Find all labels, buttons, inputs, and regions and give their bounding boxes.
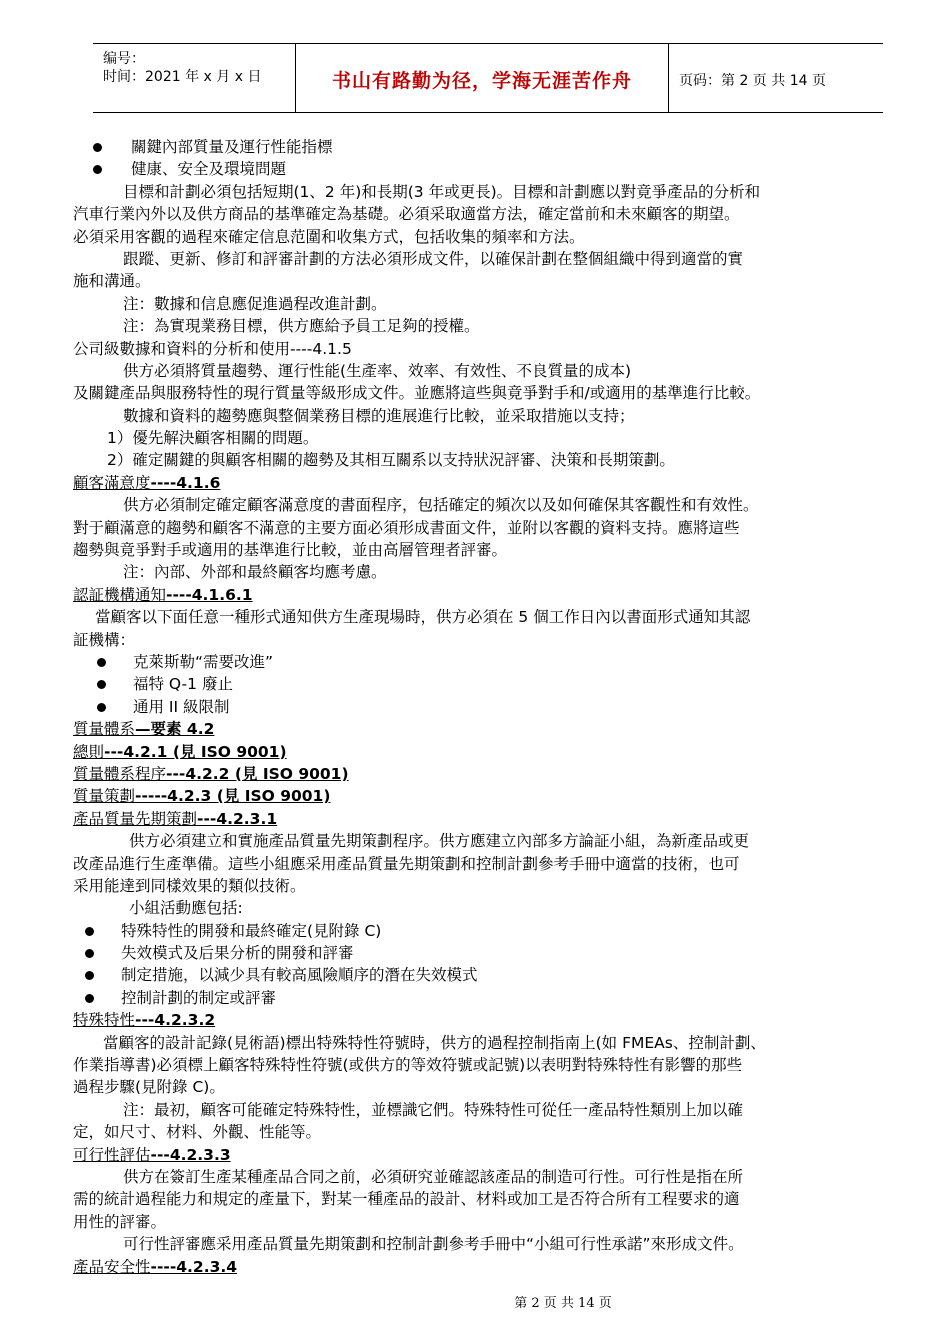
bullet-text: 失效模式及后果分析的開發和評審 xyxy=(121,944,354,963)
section-title: 認証機構通知 xyxy=(73,585,167,604)
bullet-dot-icon xyxy=(85,949,94,958)
section-heading-text xyxy=(73,1146,231,1164)
bullet-dot-icon xyxy=(97,658,106,667)
paragraph-line: 2）確定關鍵的與顧客相關的趨勢及其相互關系以支持狀況評審、決策和長期策劃。 xyxy=(107,451,675,470)
section-number: ---4.2.3.2 xyxy=(135,1011,216,1030)
section-heading xyxy=(73,741,913,763)
document-number-label: 编号： xyxy=(103,51,145,67)
section-heading-text xyxy=(73,586,253,604)
section-number: —要素 4.2 xyxy=(135,720,215,739)
paragraph-line: 注：為實現業務目標，供方應給予員工足夠的授權。 xyxy=(123,317,480,336)
paragraph-line: 趨勢與竟爭對手或適用的基準進行比較，並由高層管理者評審。 xyxy=(73,541,508,560)
bullet-text: 特殊特性的開發和最終確定(見附錄 C) xyxy=(121,921,382,940)
section-heading xyxy=(73,1256,913,1278)
page-header xyxy=(93,43,883,113)
header-right-cell xyxy=(669,44,883,112)
bullet-text: 關鍵內部質量及運行性能指標 xyxy=(131,138,333,156)
section-heading xyxy=(73,472,913,494)
section-heading-text xyxy=(73,765,349,783)
section-heading xyxy=(73,1144,913,1166)
header-page-info: 页码：第 2 页 共 14 页 xyxy=(679,73,826,89)
paragraph-line: 汽車行業內外以及供方商品的基準確定為基礎。必須采取適當方法，確定當前和未來顧客的期望。 xyxy=(73,205,740,224)
bullet-item xyxy=(73,651,913,673)
paragraph-line: 注：內部、外部和最終顧客均應考慮。 xyxy=(123,563,387,582)
document-body xyxy=(73,136,913,1278)
section-title: 產品安全性 xyxy=(73,1257,151,1276)
section-heading-text xyxy=(73,474,220,492)
header-middle-cell xyxy=(296,44,669,112)
section-title: 質量體系 xyxy=(73,720,136,739)
bullet-text: 通用 II 級限制 xyxy=(133,697,230,716)
paragraph-line: 公司級數據和資料的分析和使用----4.1.5 xyxy=(73,339,352,358)
section-number: ---4.2.3.1 xyxy=(197,809,278,828)
paragraph-line: 供方在簽訂生產某種產品合同之前，必須研究並確認該產品的制造可行性。可行性是指在所 xyxy=(123,1167,744,1186)
paragraph-line: 作業指導書)必須標上顧客特殊特性符號(或供方的等效符號或記號)以表明對特殊特性有影響的那些 xyxy=(73,1056,743,1075)
paragraph-line: 對于顧滿意的趨勢和顧客不滿意的主要方面必須形成書面文件，並附以客觀的資料支持。應將這些 xyxy=(73,518,740,537)
paragraph-line: 跟蹤、更新、修訂和評審計劃的方法必須形成文件，以確保計劃在整個組織中得到適當的實 xyxy=(123,249,744,268)
section-number: ---4.2.2 (見 ISO 9001) xyxy=(166,764,349,783)
section-heading-text xyxy=(73,1011,215,1029)
section-heading-text xyxy=(73,720,214,738)
section-number: ---4.2.3.3 xyxy=(150,1145,231,1164)
bullet-text: 健康、安全及環境問題 xyxy=(131,160,287,179)
paragraph-line: 當顧客的設計記錄(見術語)標出特殊特性符號時，供方的過程控制指南上(如 FMEAs、控制計劃、 xyxy=(103,1033,766,1052)
paragraph-line: 過程步驟(見附錄 C)。 xyxy=(73,1078,225,1097)
bullet-text: 福特 Q-1 廢止 xyxy=(133,675,233,694)
page-footer xyxy=(0,1292,950,1311)
paragraph-line: 小組活動應包括: xyxy=(129,899,243,918)
bullet-dot-icon xyxy=(85,927,94,936)
bullet-dot-icon xyxy=(85,971,94,980)
bullet-item xyxy=(73,136,913,158)
footer-page-number: 第 2 页 共 14 页 xyxy=(514,1296,612,1311)
paragraph-line: 必須采用客觀的過程來確定信息范圍和收集方式，包括收集的頻率和方法。 xyxy=(73,227,585,246)
section-title: 質量策劃 xyxy=(73,787,136,806)
bullet-dot-icon xyxy=(97,703,106,712)
bullet-dot-icon xyxy=(93,143,102,152)
bullet-item xyxy=(73,987,913,1009)
paragraph-line: 供方必須制定確定顧客滿意度的書面程序，包括確定的頻次以及如何確保其客觀性和有效性。 xyxy=(123,496,759,515)
bullet-text: 克萊斯勒“需要改進” xyxy=(133,652,274,671)
bullet-item xyxy=(73,942,913,964)
document-time-label: 时间：2021 年 x 月 x 日 xyxy=(103,69,262,85)
paragraph-line: 用性的評審。 xyxy=(73,1212,167,1231)
bullet-item xyxy=(73,964,913,986)
section-heading-text xyxy=(73,1258,237,1276)
bullet-text: 控制計劃的制定或評審 xyxy=(121,988,277,1007)
section-title: 總則 xyxy=(73,742,105,761)
paragraph-line: 証機構： xyxy=(73,630,136,649)
section-heading xyxy=(73,763,913,785)
paragraph-line: 供方必須建立和實施產品質量先期策劃程序。供方應建立內部多方論証小組，為新產品或更 xyxy=(129,832,750,851)
section-number: ----4.1.6 xyxy=(150,473,221,492)
paragraph-line: 當顧客以下面任意一種形式通知供方生產現場時，供方必須在 5 個工作日內以書面形式通知其認 xyxy=(95,608,751,627)
section-heading xyxy=(73,1009,913,1031)
paragraph-line: 定，如尺寸、材料、外觀、性能等。 xyxy=(73,1123,322,1142)
section-number: ---4.2.1 (見 ISO 9001) xyxy=(104,742,287,761)
header-left-cell xyxy=(93,44,296,112)
bullet-item xyxy=(73,158,913,180)
paragraph-line: 數據和資料的趨勢應與整個業務目標的進展進行比較，並采取措施以支持； xyxy=(123,406,635,425)
section-heading-text xyxy=(73,743,287,761)
paragraph-line: 及關鍵產品與服務特性的現行質量等級形成文件。並應將這些與竟爭對手和/或適用的基準進行比較。 xyxy=(73,384,761,403)
section-number: -----4.2.3 (見 ISO 9001) xyxy=(135,787,331,806)
paragraph-line: 改產品進行生產準備。這些小組應采用產品質量先期策劃和控制計劃參考手冊中適當的技術，也可 xyxy=(73,854,740,873)
paragraph-line: 供方必須將質量趨勢、運行性能(生產率、效率、有效性、不良質量的成本) xyxy=(123,361,632,380)
section-heading xyxy=(73,785,913,807)
paragraph-line: 目標和計劃必須包括短期(1、2 年)和長期(3 年或更長)。目標和計劃應以對竟爭產品的分析和 xyxy=(123,182,761,201)
paragraph-line: 注：數據和信息應促進過程改進計劃。 xyxy=(123,294,387,313)
header-motto: 书山有路勤为径，学海无涯苦作舟 xyxy=(331,70,632,92)
paragraph-line: 施和溝通。 xyxy=(73,272,151,291)
section-title: 可行性評估 xyxy=(73,1145,151,1164)
section-title: 顧客滿意度 xyxy=(73,473,151,492)
bullet-dot-icon xyxy=(93,165,102,174)
section-heading xyxy=(73,584,913,606)
paragraph-line: 注：最初，顧客可能確定特殊特性，並標識它們。特殊特性可從任一產品特性類別上加以確 xyxy=(123,1100,744,1119)
bullet-dot-icon xyxy=(85,994,94,1003)
bullet-item xyxy=(73,696,913,718)
bullet-dot-icon xyxy=(97,680,106,689)
bullet-item xyxy=(73,920,913,942)
paragraph-line: 可行性評審應采用產品質量先期策劃和控制計劃參考手冊中“小組可行性承諾”來形成文件。 xyxy=(123,1235,744,1254)
bullet-text: 制定措施，以減少具有較高風險順序的潛在失效模式 xyxy=(121,966,478,985)
paragraph-line: 1）優先解決顧客相關的問題。 xyxy=(107,429,319,448)
paragraph-line: 需的統計過程能力和規定的產量下，對某一種產品的設計、材料或加工是否符合所有工程要求的適 xyxy=(73,1190,740,1209)
section-heading-text xyxy=(73,787,330,805)
section-number: ----4.2.3.4 xyxy=(150,1257,238,1276)
section-heading-text xyxy=(73,810,277,828)
section-title: 特殊特性 xyxy=(73,1011,136,1030)
paragraph-line: 采用能達到同樣效果的類似技術。 xyxy=(73,876,306,895)
section-number: ----4.1.6.1 xyxy=(166,585,253,604)
section-title: 質量體系程序 xyxy=(73,764,167,783)
section-heading xyxy=(73,718,913,740)
section-title: 產品質量先期策劃 xyxy=(73,809,198,828)
section-heading xyxy=(73,808,913,830)
bullet-item xyxy=(73,673,913,695)
